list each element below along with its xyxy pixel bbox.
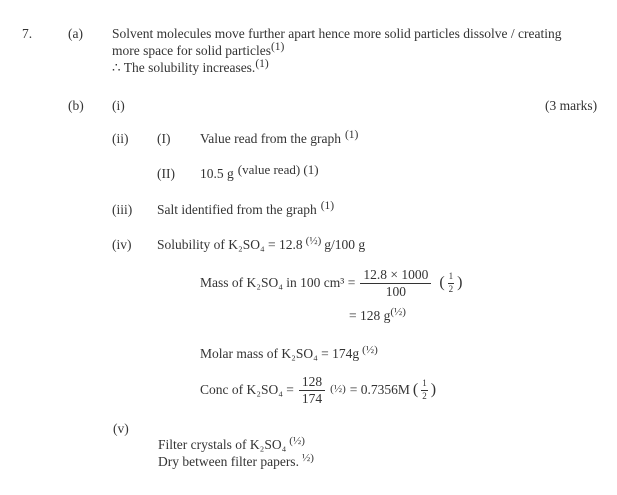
mark-half: (½) bbox=[362, 344, 378, 356]
mass-fraction bbox=[360, 267, 431, 299]
concentration-text: Conc of K₂SO₄ = bbox=[200, 381, 294, 397]
value-read-note: (value read) (1) bbox=[237, 162, 319, 177]
fraction-denominator: 2 bbox=[448, 283, 454, 294]
mass-equation-text: Mass of K₂SO₄ in 100 cm³ = bbox=[200, 274, 356, 290]
fraction-numerator: 1 bbox=[448, 271, 455, 283]
fraction-numerator: 1 bbox=[421, 378, 428, 390]
part-b-v-line2 bbox=[158, 454, 314, 470]
mark-half-fraction bbox=[439, 271, 462, 295]
marks-total: (3 marks) bbox=[545, 98, 598, 113]
paren-close: ) bbox=[430, 381, 437, 399]
mark-1: (1) bbox=[344, 129, 359, 141]
mark-half: (½) bbox=[390, 306, 406, 318]
mark-half-fraction bbox=[413, 378, 436, 402]
paren-close: ) bbox=[457, 274, 463, 292]
part-b-ii-I-line bbox=[200, 131, 358, 148]
mass-equation-line bbox=[200, 267, 462, 299]
half-fraction bbox=[419, 378, 430, 402]
concentration-line bbox=[200, 374, 436, 406]
mark-1: (1) bbox=[270, 41, 285, 53]
mark-1: (1) bbox=[255, 58, 269, 70]
part-b-iv-label: (iv) bbox=[112, 237, 132, 252]
part-a-line3 bbox=[112, 60, 269, 77]
molar-mass-text: Molar mass of K₂SO₄ = 174g bbox=[200, 346, 360, 361]
part-b-v-label: (v) bbox=[113, 421, 129, 436]
solubility-unit: g/100 g bbox=[324, 237, 366, 252]
mark-half: ½) bbox=[301, 452, 314, 464]
fraction-numerator: 128 bbox=[299, 374, 325, 391]
answer-value: 10.5 g bbox=[200, 166, 234, 181]
paren-open: ( bbox=[439, 274, 445, 292]
solubility-line bbox=[157, 237, 365, 253]
part-a-line3-text: ∴ The solubility increases. bbox=[112, 60, 256, 75]
part-a-line1: Solvent molecules move further apart hence more solid particles dissolve / creating bbox=[112, 26, 562, 41]
fraction-denominator: 100 bbox=[385, 283, 406, 299]
part-a-label: (a) bbox=[68, 26, 83, 41]
question-number: 7. bbox=[22, 26, 33, 41]
half-fraction bbox=[446, 271, 457, 295]
molar-mass-line bbox=[200, 346, 378, 362]
part-b-iii-line bbox=[157, 202, 334, 219]
dry-text: Dry between filter papers. bbox=[158, 454, 299, 469]
part-b-v-line1 bbox=[158, 437, 305, 453]
part-b-i-label: (i) bbox=[112, 98, 125, 113]
part-b-ii-II-line bbox=[200, 162, 319, 182]
part-b-ii-label: (ii) bbox=[112, 131, 129, 146]
part-b-ii-II-label: (II) bbox=[157, 166, 175, 181]
solubility-text: Solubility of K₂SO₄ = 12.8 bbox=[157, 237, 303, 252]
concentration-result: = 0.7356M bbox=[349, 381, 410, 397]
filter-text: Filter crystals of K₂SO₄ bbox=[158, 437, 287, 452]
fraction-numerator: 12.8 × 1000 bbox=[360, 267, 431, 284]
mass-result-line bbox=[349, 308, 406, 324]
part-b-ii-I-text: Value read from the graph bbox=[200, 131, 341, 146]
part-a-line2-text: more space for solid particles bbox=[112, 43, 271, 58]
mark-half: (½) bbox=[289, 435, 305, 447]
part-b-label: (b) bbox=[68, 98, 84, 113]
paren-open: ( bbox=[412, 381, 419, 399]
mass-result-text: = 128 g bbox=[349, 308, 391, 323]
mark-1: (1) bbox=[320, 200, 335, 212]
part-b-ii-I-label: (I) bbox=[157, 131, 171, 146]
conc-fraction bbox=[299, 374, 325, 406]
fraction-denominator: 174 bbox=[301, 390, 323, 406]
part-b-iii-label: (iii) bbox=[112, 202, 133, 217]
mark-half: (½) bbox=[305, 235, 322, 247]
fraction-denominator: 2 bbox=[422, 390, 427, 401]
mark-half: (½) bbox=[330, 383, 346, 396]
part-b-iii-text: Salt identified from the graph bbox=[157, 202, 317, 217]
